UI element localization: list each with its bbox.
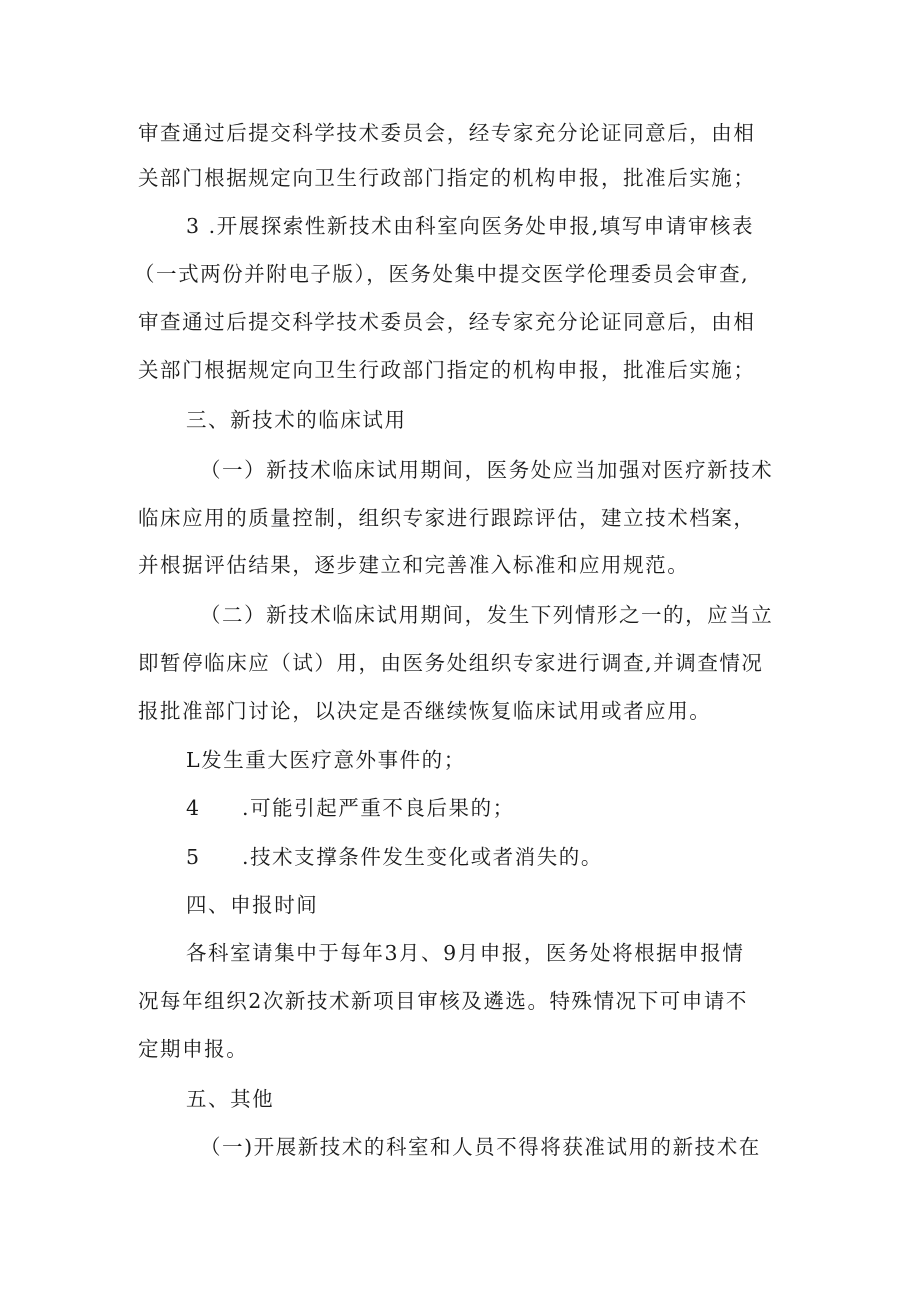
list-item-3-line: 3 .开展探索性新技术由科室向医务处申报,填写申请审核表 bbox=[186, 214, 754, 238]
section-heading-clinical-trial: 三、新技术的临床试用 bbox=[186, 408, 407, 432]
list-item-number: 5 bbox=[186, 845, 201, 869]
paragraph-line: 临床应用的质量控制，组织专家进行跟踪评估，建立技术档案， bbox=[138, 506, 756, 530]
paragraph-line: 定期申报。 bbox=[138, 1037, 249, 1061]
paragraph-line: （二）新技术临床试用期间，发生下列情形之一的，应当立 bbox=[200, 603, 774, 627]
paragraph-line: 各科室请集中于每年3月、9月申报，医务处将根据申报情 bbox=[186, 941, 745, 965]
list-item-text: .可能引起严重不良后果的； bbox=[242, 796, 515, 820]
list-item-4 bbox=[186, 793, 846, 823]
paragraph-line: 审查通过后提交科学技术委员会，经专家充分论证同意后，由相 bbox=[138, 310, 756, 334]
paragraph-line: （一式两份并附电子版），医务处集中提交医学伦理委员会审查, bbox=[134, 262, 750, 286]
paragraph-line: 并根据评估结果，逐步建立和完善准入标准和应用规范。 bbox=[138, 553, 690, 577]
paragraph-line: （一)开展新技术的科室和人员不得将获准试用的新技术在 bbox=[200, 1135, 761, 1159]
paragraph-line: 关部门根据规定向卫生行政部门指定的机构申报，批准后实施； bbox=[138, 166, 756, 190]
paragraph-line: 即暂停临床应（试）用，由医务处组织专家进行调查,并调查情况 bbox=[138, 651, 764, 675]
paragraph-line: 审查通过后提交科学技术委员会，经专家充分论证同意后，由相 bbox=[138, 121, 756, 145]
list-item-5 bbox=[186, 842, 846, 872]
paragraph-line: （一）新技术临床试用期间，医务处应当加强对医疗新技术 bbox=[200, 458, 774, 482]
paragraph-line: 关部门根据规定向卫生行政部门指定的机构申报，批准后实施； bbox=[138, 358, 756, 382]
paragraph-line: 况每年组织2次新技术新项目审核及遴选。特殊情况下可申请不 bbox=[138, 989, 748, 1013]
list-item-line: L发生重大医疗意外事件的； bbox=[186, 748, 466, 772]
list-item-number: 4 bbox=[186, 796, 201, 820]
list-item-text: .技术支撑条件发生变化或者消失的。 bbox=[242, 845, 603, 869]
paragraph-line: 报批准部门讨论，以决定是否继续恢复临床试用或者应用。 bbox=[138, 699, 712, 723]
section-heading-other: 五、其他 bbox=[186, 1087, 275, 1111]
section-heading-report-time: 四、申报时间 bbox=[186, 893, 319, 917]
